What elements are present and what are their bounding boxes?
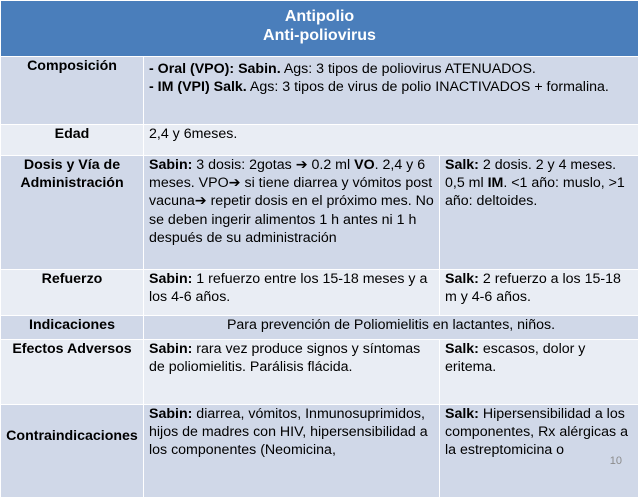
row-label-composicion: Composición [1,57,144,125]
refuerzo-salk-text: 2 refuerzo a los 15-18 m y 4-6 años. [445,271,621,305]
efectos-salk-text: escasos, dolor y eritema. [445,341,585,375]
contra-salk-text: Hipersensibilidad a los componentes, Rx alérgicas a la estreptomicina o [445,406,628,458]
arrow-right-icon: ➔ [195,193,207,209]
table-row-efectos [1,340,638,405]
table-row-edad [1,125,638,156]
dosis-salk-route: IM [488,175,504,191]
row-label-refuerzo: Refuerzo [1,270,144,316]
table-row-composicion [1,57,638,125]
dosis-salk-text-2: . <1 año: muslo, >1 año: deltoides. [445,175,625,209]
arrow-right-icon: ➔ [296,157,308,173]
contra-salk-heading: Salk: [445,406,479,422]
dosis-sabin-route: VO [354,157,375,173]
contra-sabin-text: diarrea, vómitos, Inmunosuprimidos, hijos de madres con HIV, hipersensibilidad a los componentes (Neomicina, [149,406,428,458]
efectos-sabin-heading: Sabin: [149,341,192,357]
dosis-sabin-text-1: 3 dosis: 2gotas [192,157,295,173]
composicion-content [144,57,638,125]
composicion-oral-heading: - Oral (VPO): Sabin. [149,61,281,77]
composicion-line-oral [149,60,633,78]
row-label-contraindicaciones: Contraindicaciones [1,405,144,498]
refuerzo-sabin-heading: Sabin: [149,271,192,287]
dosis-sabin-cell [144,156,440,270]
contra-sabin-heading: Sabin: [149,406,192,422]
row-label-edad: Edad [1,125,144,156]
table-row-refuerzo [1,270,638,316]
composicion-line-im [149,78,633,96]
dosis-sabin-text-3: . 2,4 y 6 meses. VPO [149,157,425,191]
contra-sabin-cell [144,405,440,498]
refuerzo-sabin-text: 1 refuerzo entre los 15-18 meses y a los 4-6 años. [149,271,427,305]
refuerzo-sabin-cell [144,270,440,316]
table-row-indicaciones [1,316,638,340]
refuerzo-salk-heading: Salk: [445,271,479,287]
efectos-sabin-text: rara vez produce signos y síntomas de poliomielitis. Parálisis flácida. [149,341,420,375]
page-number: 10 [610,455,622,467]
composicion-im-heading: - IM (VPI) Salk. [149,79,247,95]
efectos-salk-heading: Salk: [445,341,479,357]
refuerzo-salk-cell [440,270,638,316]
dosis-salk-text-1: 2 dosis. 2 y 4 meses. 0,5 ml [445,157,616,191]
title-line-1: Antipolio [6,7,633,26]
arrow-right-icon: ➔ [229,175,241,191]
contra-salk-cell [440,405,638,498]
row-label-dosis: Dosis y Vía de Administración [1,156,144,270]
table-row-dosis [1,156,638,270]
efectos-salk-cell [440,340,638,405]
table-header-row [1,1,638,57]
indicaciones-value: Para prevención de Poliomielitis en lactantes, niños. [144,316,638,340]
efectos-sabin-cell [144,340,440,405]
dosis-sabin-text-4: si tiene diarrea y vómitos post vacuna [149,175,432,209]
dosis-salk-heading: Salk: [445,157,479,173]
row-label-efectos: Efectos Adversos [1,340,144,405]
edad-value: 2,4 y 6meses. [144,125,638,156]
title-line-2: Anti-poliovirus [6,26,633,45]
dosis-sabin-text-5: repetir dosis en el próximo mes. No se deben ingerir alimentos 1 h antes ni 1 h después de su administración [149,193,434,245]
dosis-sabin-text-2: 0.2 ml [308,157,355,173]
row-label-indicaciones: Indicaciones [1,316,144,340]
dosis-sabin-heading: Sabin: [149,157,192,173]
composicion-im-text: Ags: 3 tipos de virus de polio INACTIVADOS + formalina. [247,79,609,95]
table-row-contraindicaciones [1,405,638,498]
table-title [1,1,638,57]
composicion-oral-text: Ags: 3 tipos de poliovirus ATENUADOS. [281,61,536,77]
dosis-salk-cell [440,156,638,270]
